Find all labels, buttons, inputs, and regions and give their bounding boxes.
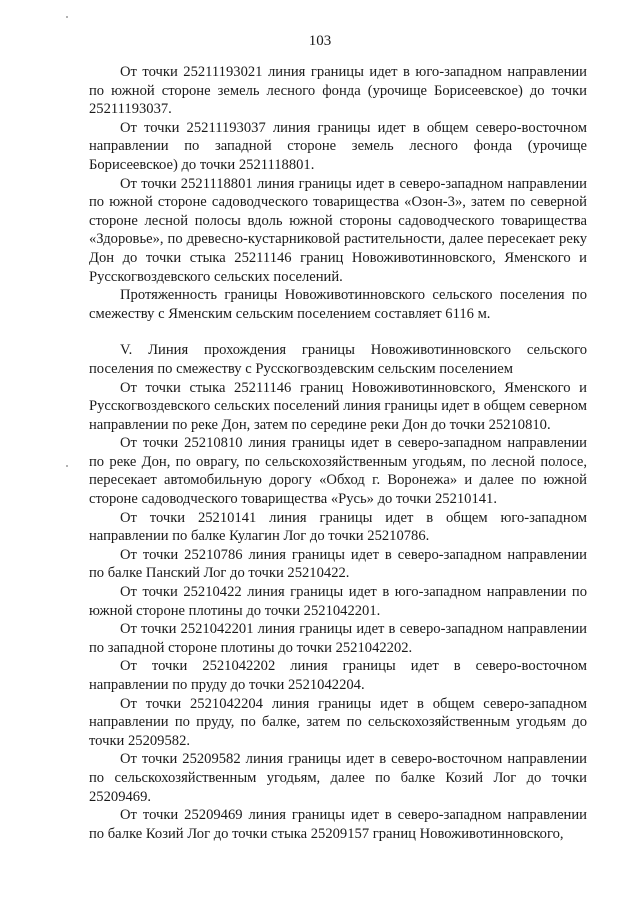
paragraph: От точки 25210810 линия границы идет в северо-западном направлении по реке Дон, по оврагу, по сельскохозяйственным угодьям, по лесной полосе, пересекает автомобильную дорогу «Обход г. Воронежа» и далее по южной стороне садоводческого товарищества «Русь» до точки 25210141. (89, 435, 587, 508)
paragraph: От точки стыка 25211146 границ Новоживотинновского, Яменского и Русскогвоздевского сельских поселений линия границы идет в общем северном направлении по реке Дон, затем по середине реки Дон до точки 25210810. (89, 379, 587, 433)
document-body (89, 63, 587, 843)
paragraph: От точки 25209469 линия границы идет в северо-западном направлении по балке Козий Лог до точки стыка 25209157 границ Новоживотинновского, (89, 807, 587, 842)
scan-speck (66, 16, 68, 18)
paragraph: От точки 2521042204 линия границы идет в общем северо-западном направлении по пруду, по балке, затем по сельскохозяйственным угодьям до точки 25209582. (89, 695, 587, 749)
paragraph: От точки 2521042202 линия границы идет в северо-восточном направлении по пруду до точки 2521042204. (89, 658, 587, 693)
section-heading: V. Линия прохождения границы Новоживотинновского сельского поселения по смежеству с Русскогвоздевским сельским поселением (89, 342, 587, 377)
paragraph: От точки 2521118801 линия границы идет в северо-западном направлении по южной стороне садоводческого товарищества «Озон-3», затем по северной стороне лесной полосы вдоль южной стороны садоводческого товарищества «Здоровье», по древесно-кустарниковой растительности, далее пересекает реку Дон до точки стыка 25211146 границ Новоживотинновского, Яменского и Русскогвоздевского сельских поселений. (89, 175, 587, 285)
paragraph: От точки 25211193037 линия границы идет в общем северо-восточном направлении по западной стороне земель лесного фонда (урочище Борисеевское) до точки 2521118801. (89, 119, 587, 173)
paragraph: От точки 25210141 линия границы идет в общем юго-западном направлении по балке Кулагин Лог до точки 25210786. (89, 509, 587, 545)
paragraph: От точки 2521042201 линия границы идет в северо-западном направлении по западной стороне плотины до точки 2521042202. (89, 621, 587, 656)
paragraph: От точки 25211193021 линия границы идет в юго-западном направлении по южной стороне земель лесного фонда (урочище Борисеевское) до точки 25211193037. (89, 64, 587, 118)
paragraph: От точки 25210422 линия границы идет в юго-западном направлении по южной стороне плотины до точки 2521042201. (89, 584, 587, 619)
paragraph: Протяженность границы Новоживотинновского сельского поселения по смежеству с Яменским сельским поселением составляет 6116 м. (89, 287, 587, 322)
scan-speck (66, 465, 68, 467)
page-number: 103 (308, 33, 332, 49)
paragraph: От точки 25210786 линия границы идет в северо-западном направлении по балке Панский Лог до точки 25210422. (89, 546, 587, 582)
paragraph: От точки 25209582 линия границы идет в северо-восточном направлении по сельскохозяйственным угодьям, далее по балке Козий Лог до точки 25209469. (89, 751, 587, 805)
